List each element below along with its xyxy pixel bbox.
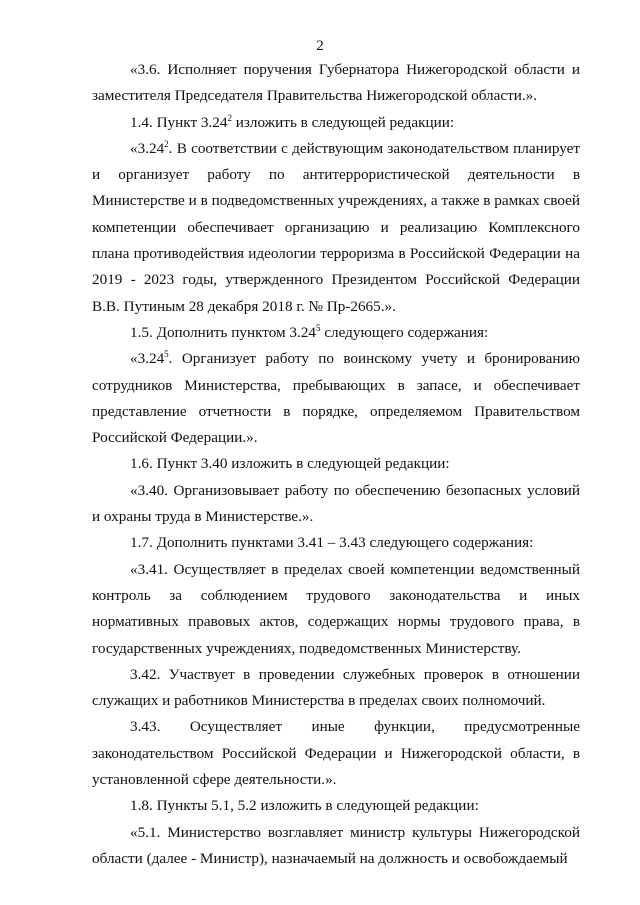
paragraph-3-6: «3.6. Исполняет поручения Губернатора Нижегородской области и заместителя Председателя Правительства Нижегородской области.». — [92, 61, 580, 105]
paragraph-amendment-1-4: 1.4. Пункт 3.24$^2$ изложить в следующей редакции: — [130, 112, 455, 131]
paragraph-5-1: «5.1. Министерство возглавляет министр культуры Нижегородской области (далее - Министр), назначаемый на должность и освобождаемый — [92, 823, 580, 867]
paragraph-3-40: «3.40. Организовывает работу по обеспечению безопасных условий и охраны труда в Министерстве.». — [92, 481, 580, 526]
paragraph-amendment-1-8: 1.8. Пункты 5.1, 5.2 изложить в следующей редакции: — [130, 797, 479, 815]
paragraph-3-43: 3.43. Осуществляет иные функции, предусмотренные законодательством Российской Федерации и Нижегородской области, в установленной сфере деятельности.». — [92, 718, 580, 789]
page-number: 2 — [316, 38, 324, 54]
paragraph-3-42: 3.42. Участвует в проведении служебных проверок в отношении служащих и работников Министерства в пределах своих полномочий. — [92, 665, 580, 710]
paragraph-amendment-1-7: 1.7. Дополнить пунктами 3.41 – 3.43 следующего содержания: — [130, 534, 534, 552]
document-body — [92, 57, 580, 872]
paragraph-3-24-2: «3.24$^2$. В соответствии с действующим законодательством планирует и организует работу по антитеррористической деятельности в Министерстве и в подведомственных учреждениях, а также в рамках своей компетенции обеспечивает организацию и реализацию Комплексного плана противодействия идеологии терроризма в Российской Федерации на 2019 - 2023 годы, утвержденного Президентом Российской Федерации В.В. Путиным 28 декабря 2018 г. № Пр-2665.». — [92, 138, 580, 315]
paragraph-3-41: «3.41. Осуществляет в пределах своей компетенции ведомственный контроль за соблюдением трудового законодательства и иных нормативных правовых актов, содержащих нормы трудового права, в государственных учреждениях, подведомственных Министерству. — [92, 560, 580, 657]
paragraph-amendment-1-6: 1.6. Пункт 3.40 изложить в следующей редакции: — [130, 455, 450, 473]
paragraph-amendment-1-5: 1.5. Дополнить пунктом 3.24$^5$ следующего содержания: — [130, 322, 489, 341]
paragraph-3-24-5: «3.24$^5$. Организует работу по воинскому учету и бронированию сотрудников Министерства, пребывающих в запасе, и обеспечивает представление отчетности в порядке, определяемом Правительством Российской Федерации.». — [92, 349, 580, 447]
